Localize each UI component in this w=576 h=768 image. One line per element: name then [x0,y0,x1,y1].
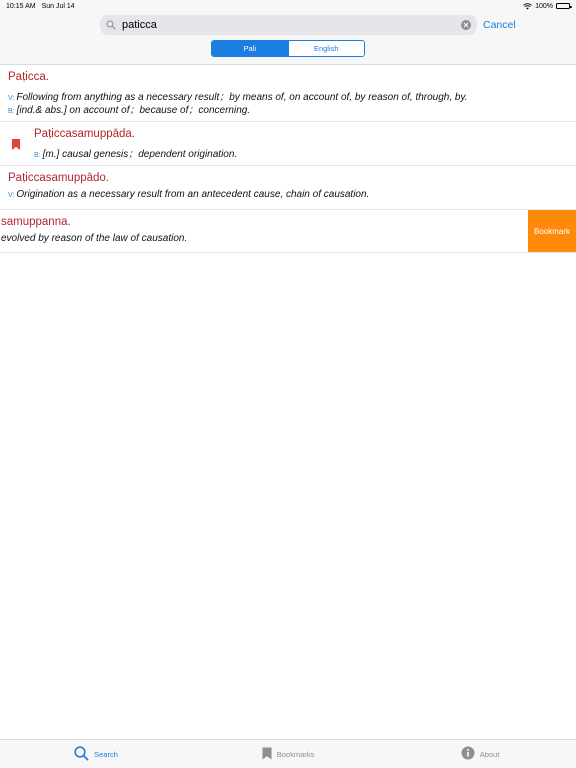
entry-definition [8,189,369,200]
list-item[interactable] [0,122,576,166]
list-item[interactable] [0,66,576,122]
language-segmented-control [211,40,365,57]
entry-definition [8,101,250,116]
segment-english[interactable]: English [288,41,365,56]
search-header [0,12,576,65]
entry-term: Paṭicca. [8,71,49,83]
tab-label: About [479,749,500,759]
search-icon [106,19,118,31]
definition-source: B: [8,108,15,115]
list-item-swiped[interactable] [0,210,576,253]
tab-about[interactable] [384,740,576,768]
bookmark-flag-icon [12,137,20,148]
definition-text: [m.] causal genesis；dependent origination. [42,149,238,160]
battery-icon [556,3,570,9]
clear-search-icon[interactable] [461,20,471,30]
definition-text: evolved by reason of the law of causation. [1,233,188,244]
definition-text: [ind.& abs.] on account of；because of；concerning. [16,105,251,116]
bookmark-icon [262,747,272,762]
definition-text: Origination as a necessary result from an antecedent cause, chain of causation. [16,189,370,200]
status-right [523,3,570,10]
entry-term: samuppanna. [1,216,71,228]
tab-bar [0,739,576,768]
status-date: Sun Jul 14 [41,2,75,10]
tab-label: Bookmarks [276,749,315,759]
status-bar [0,0,576,12]
segment-pali[interactable]: Pali [212,41,288,56]
results-list [0,66,576,253]
definition-source: B: [34,152,41,159]
info-icon [461,746,475,762]
definition-text: Following from anything as a necessary result；by means of, on account of, by reason of, through, by. [16,92,468,103]
status-time: 10:15 AM [6,2,36,10]
search-input[interactable] [122,15,461,35]
tab-bookmarks[interactable] [192,740,384,768]
battery-percent: 100% [535,2,553,10]
tab-search[interactable] [0,740,192,768]
cancel-button[interactable]: Cancel [483,19,516,31]
swipe-bookmark-button[interactable]: Bookmark [528,210,576,253]
entry-definition [34,145,237,160]
tab-label: Search [94,749,118,759]
entry-term: Paṭiccasamuppādo. [8,172,110,184]
list-item[interactable] [0,166,576,210]
entry-definition [1,233,187,244]
wifi-icon [523,3,532,10]
search-icon [74,746,89,763]
search-bar[interactable] [100,15,477,35]
definition-source: V: [8,95,15,102]
entry-term: Paṭiccasamuppāda. [34,128,136,140]
definition-source: V: [8,192,15,199]
